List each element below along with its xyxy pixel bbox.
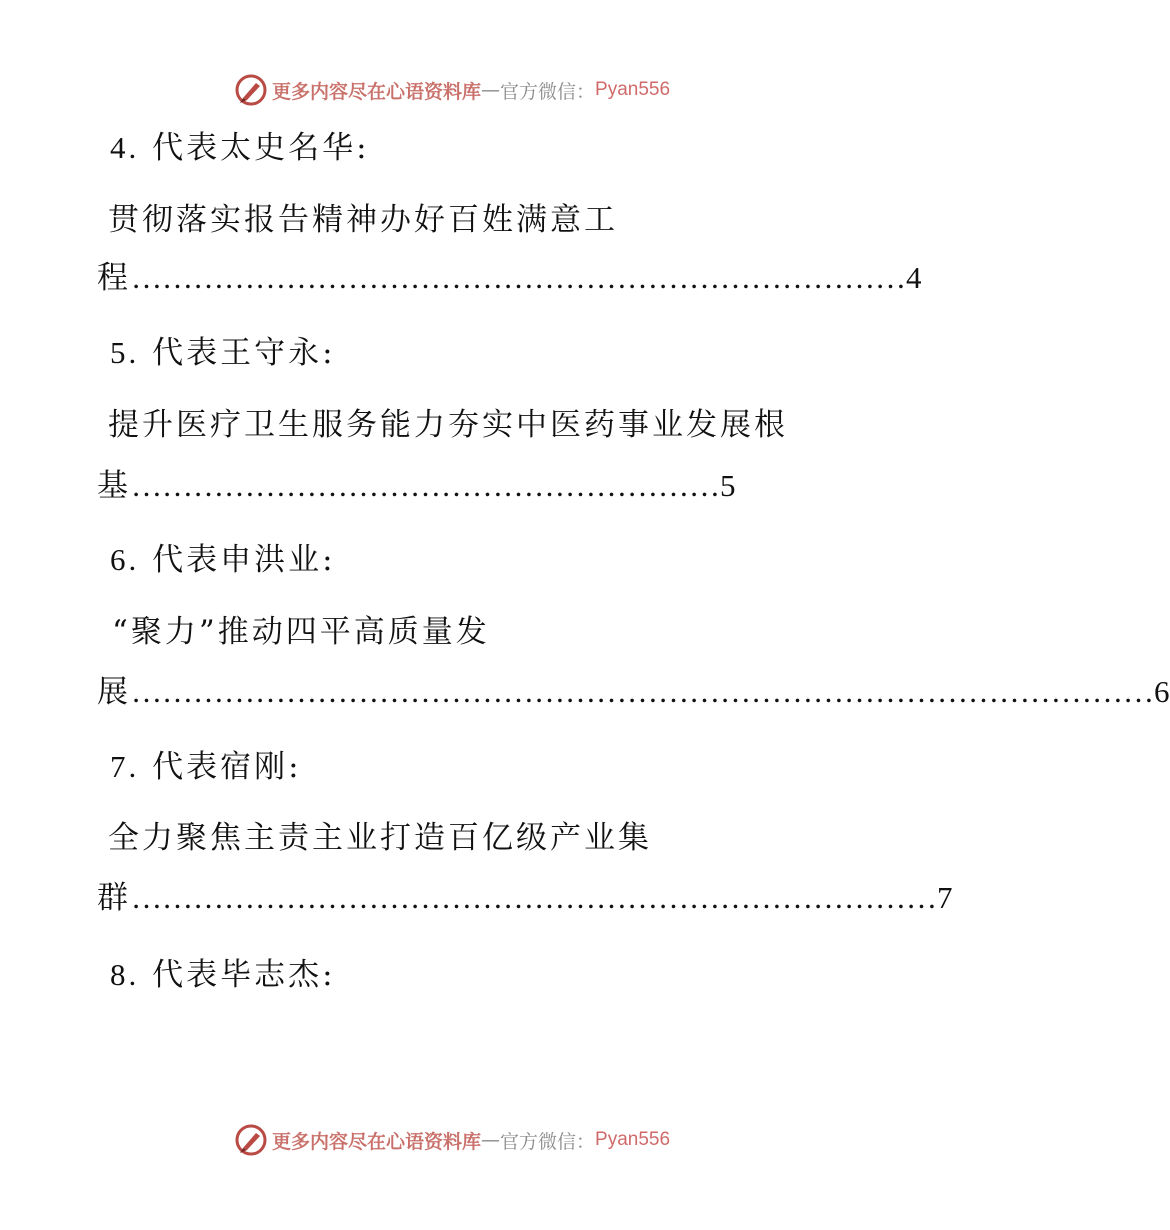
toc-heading-4 [110,128,370,168]
leader-dots: ……………………………………………………………………………………… [131,674,1154,709]
heading-text: 代表太史名华: [152,130,370,166]
toc-title-4-cont [97,258,922,298]
toc-title-4: 贯彻落实报告精神办好百姓满意工 [108,202,618,238]
toc-heading-8 [110,955,336,995]
heading-number: 8. [110,957,140,992]
toc-title-6-cont [97,672,1170,712]
watermark-footer [234,1122,670,1158]
title-tail: 程 [97,260,131,296]
watermark-dash: — [481,79,501,101]
toc-heading-7 [110,747,302,787]
toc-title-7-cont [97,878,953,918]
watermark-label: 官方微信： [500,1130,596,1153]
heading-number: 6. [110,542,140,577]
heading-text: 代表申洪业: [152,542,336,578]
watermark-header [234,72,670,108]
heading-text: 代表宿刚: [152,749,302,785]
heading-number: 7. [110,749,140,784]
title-tail: 群 [97,880,131,916]
title-tail: 展 [97,674,131,710]
watermark-text: 更多内容尽在心语资料库 [272,80,482,103]
watermark-label: 官方微信： [500,80,596,103]
leader-dots: ………………………………………………………………… [131,260,906,295]
toc-title-5-cont [97,466,736,506]
toc-title-6: “聚力”推动四平高质量发 [112,614,490,650]
page-number: 4 [906,260,922,295]
toc-heading-6 [110,540,336,580]
watermark-text: 更多内容尽在心语资料库 [272,1130,482,1153]
watermark-id: Pyan556 [595,79,671,100]
toc-title-7: 全力聚焦主责主业打造百亿级产业集 [108,820,652,856]
toc-title-5: 提升医疗卫生服务能力夯实中医药事业发展根 [108,407,788,443]
page-number: 5 [720,468,736,503]
heading-number: 5. [110,335,140,370]
pen-logo-icon [234,1123,268,1157]
page-number: 6 [1154,674,1170,709]
title-tail: 基 [97,468,131,504]
leader-dots: ………………………………………………… [131,468,720,503]
watermark-id: Pyan556 [595,1129,671,1150]
leader-dots: …………………………………………………………………… [131,880,937,915]
page-number: 7 [937,880,953,915]
heading-text: 代表王守永: [152,335,336,371]
watermark-dash: — [481,1129,501,1151]
heading-number: 4. [110,130,140,165]
toc-heading-5 [110,333,336,373]
pen-logo-icon [234,73,268,107]
heading-text: 代表毕志杰: [152,957,336,993]
